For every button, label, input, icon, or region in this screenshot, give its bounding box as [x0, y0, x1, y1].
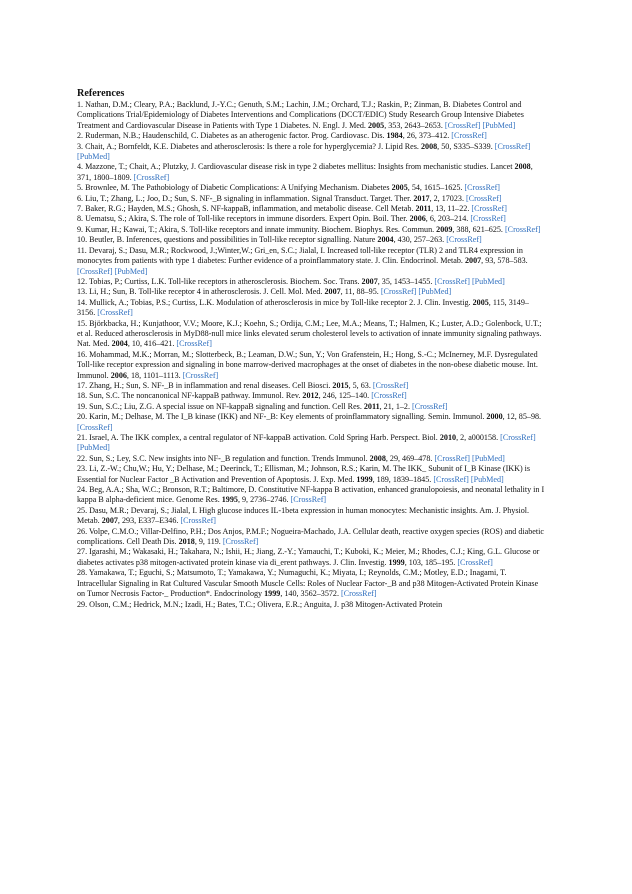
pubmed-link[interactable]: [PubMed] [418, 287, 452, 297]
reference-year: 2007 [464, 256, 482, 266]
reference-volume-pages: , 2, a000158. [456, 433, 499, 442]
reference-text: 4. Mazzone, T.; Chait, A.; Plutzky, J. Cardiovascular disease risk in type 2 diabetes mellitus: Insights from mechanistic studies. Lancet [77, 162, 513, 172]
reference-entry [77, 568, 547, 599]
crossref-link[interactable]: [CrossRef] [434, 276, 470, 286]
reference-year: 2007 [101, 516, 118, 526]
crossref-link[interactable]: [CrossRef] [341, 589, 377, 599]
crossref-link[interactable]: [CrossRef] [446, 235, 482, 245]
reference-entry [77, 298, 547, 319]
reference-text: 13. Li, H.; Sun, B. Toll-like receptor 4 in atherosclerosis. J. Cell. Mol. Med. [77, 287, 323, 297]
reference-volume-pages: , 6, 203–214. [425, 214, 469, 224]
reference-year: 2009 [436, 224, 453, 234]
reference-volume-pages: , 5, 63. [348, 380, 371, 390]
reference-year: 2004 [111, 339, 128, 349]
reference-year: 2011 [363, 401, 380, 411]
reference-entry [77, 464, 547, 485]
crossref-link[interactable]: [CrossRef] [371, 391, 407, 401]
reference-entry [77, 183, 547, 193]
reference-year: 2006 [110, 370, 127, 380]
reference-text: 17. Zhang, H.; Sun, S. NF-_B in inflammation and renal diseases. Cell Biosci. [77, 380, 331, 390]
reference-text: 18. Sun, S.C. The noncanonical NF-kappaB pathway. Immunol. Rev. [77, 391, 301, 401]
reference-year: 2018 [178, 537, 195, 547]
reference-text: 27. Igarashi, M.; Wakasaki, H.; Takahara, N.; Ishii, H.; Jiang, Z.-Y.; Yamauchi, T.; Kuboki, K.; Meier, M.; Rhodes, C.J.; King, G.L. Glucose or diabetes activates p38 mitogen-activated protein kinase via di_erent pathways. J. Clin. Investig. [77, 547, 540, 567]
reference-volume-pages: , 189, 1839–1845. [372, 474, 432, 484]
reference-entry [77, 287, 547, 297]
crossref-link[interactable]: [CrossRef] [176, 339, 212, 349]
crossref-link[interactable]: [CrossRef] [457, 557, 493, 567]
reference-text: 16. Mohammad, M.K.; Morran, M.; Slotterbeck, B.; Leaman, D.W.; Sun, Y.; Von Grafenstein, H.; Hong, S.-C.; McInerney, M.F. Dysregulated Toll-like receptor expression and signaling in bone marrow-derived macrophages at the onset of diabetes in the non-obese diabetic mouse. Int. Immunol. [77, 349, 538, 380]
reference-year: 2012 [302, 391, 319, 401]
pubmed-link[interactable]: [PubMed] [77, 152, 110, 162]
pubmed-link[interactable]: [PubMed] [482, 120, 516, 130]
reference-entry [77, 319, 547, 350]
reference-text: 29. Olson, C.M.; Hedrick, M.N.; Izadi, H.; Bates, T.C.; Olivera, E.R.; Anguita, J. p38 Mitogen-Activated Protein [77, 599, 443, 609]
reference-year: 2005 [391, 183, 408, 193]
reference-entry [77, 485, 547, 506]
pubmed-link[interactable]: [PubMed] [472, 453, 505, 463]
reference-volume-pages: , 140, 3562–3572. [280, 589, 339, 599]
reference-list [77, 100, 547, 610]
reference-volume-pages: , 388, 621–625. [452, 224, 503, 234]
reference-entry [77, 454, 547, 464]
reference-year: 1999 [264, 589, 281, 599]
reference-volume-pages: , 50, S335–S339. [437, 141, 493, 151]
reference-volume-pages: , 353, 2643–2653. [384, 120, 443, 130]
reference-year: 2008 [369, 453, 386, 463]
reference-text: 14. Mullick, A.; Tobias, P.S.; Curtiss, L.K. Modulation of atherosclerosis in mice by Toll-like receptor 2. J. Clin. Investig. [77, 297, 471, 307]
crossref-link[interactable]: [CrossRef] [97, 308, 133, 318]
reference-volume-pages: , 93, 578–583. [481, 256, 528, 266]
reference-year: 1984 [386, 131, 403, 141]
reference-text: 5. Brownlee, M. The Pathobiology of Diabetic Complications: A Unifying Mechanism. Diabetes [77, 183, 390, 193]
reference-text: 23. Li, Z.-W.; Chu,W.; Hu, Y.; Delhase, M.; Deerinck, T.; Ellisman, M.; Johnson, R.S.; Karin, M. The IKK_ Subunit of I_B Kinase (IKK) is Essential for Nuclear Factor _B Activation and Prevention of Apoptosis. J. Exp. Med. [77, 464, 531, 484]
crossref-link[interactable]: [CrossRef] [222, 537, 259, 547]
reference-entry [77, 204, 547, 214]
crossref-link[interactable]: [CrossRef] [182, 370, 219, 380]
reference-text: 26. Volpe, C.M.O.; Villar-Delfino, P.H.; Dos Anjos, P.M.F.; Nogueira-Machado, J.A. Cellular death, reactive oxygen species (ROS) and diabetic complications. Cell Death Dis. [77, 526, 544, 547]
reference-text: 15. Björkbacka, H.; Kunjathoor, V.V.; Moore, K.J.; Koehn, S.; Ordija, C.M.; Lee, M.A.; Means, T.; Halmen, K.; Luster, A.D.; Golenbock, U.T.; et al. Reduced atherosclerosis in MyD88-null mice links elevated serum cholesterol levels to activation of innate immunity signaling pathways. Nat. Med. [77, 318, 542, 349]
crossref-link[interactable]: [CrossRef] [77, 266, 113, 276]
reference-entry [77, 277, 547, 287]
reference-entry [77, 433, 547, 454]
reference-text: 10. Beutler, B. Inferences, questions and possibilities in Toll-like receptor signalling. Nature [77, 235, 376, 245]
reference-entry [77, 142, 547, 163]
reference-text: 1. Nathan, D.M.; Cleary, P.A.; Backlund, J.-Y.C.; Genuth, S.M.; Lachin, J.M.; Orchard, T.J.; Raskin, P.; Zinman, B. Diabetes Control and Complications Trial/Epidemiology of Diabetes Interventions and Complications (DCCT/EDIC) Study Research Group Intensive Diabetes Treatment and Cardiovascular Disease in Patients with Type 1 Diabetes. N. Engl. J. Med. [77, 100, 524, 130]
reference-year: 2015 [332, 380, 349, 390]
crossref-link[interactable]: [CrossRef] [434, 453, 470, 463]
reference-entry [77, 131, 547, 141]
reference-entry [77, 412, 547, 433]
reference-text: 11. Devaraj, S.; Dasu, M.R.; Rockwood, J.;Winter,W.; Gri_en, S.C.; Jialal, I. Increased toll-like receptor (TLR) 2 and TLR4 expression in monocytes from patients with type 1 diabetes: Further evidence of a proinflammatory state. J. Clin. Endocrinol. Metab. [77, 245, 523, 266]
reference-entry [77, 506, 547, 527]
reference-volume-pages: , 103, 185–195. [404, 557, 456, 567]
reference-entry [77, 246, 547, 277]
crossref-link[interactable]: [CrossRef] [504, 224, 541, 234]
crossref-link[interactable]: [CrossRef] [380, 287, 417, 297]
reference-volume-pages: , 293, E337–E346. [117, 516, 179, 526]
reference-entry [77, 527, 547, 548]
reference-entry [77, 600, 547, 610]
reference-entry [77, 194, 547, 204]
reference-text: 8. Uematsu, S.; Akira, S. The role of Toll-like receptors in immune disorders. Expert Opin. Boil. Ther. [77, 214, 408, 224]
pubmed-link[interactable]: [PubMed] [471, 276, 505, 286]
reference-entry [77, 235, 547, 245]
reference-entry [77, 350, 547, 381]
reference-volume-pages: , 18, 1101–1113. [126, 370, 181, 380]
reference-text: 28. Yamakawa, T.; Eguchi, S.; Matsumoto, T.; Yamakawa, Y.; Numaguchi, K.; Miyata, I.; Reynolds, C.M.; Motley, E.D.; Inagami, T. Intracellular Signaling in Rat Cultured Vascular Smooth Muscle Cells: Roles of Nuclear Factor-_B and p38 Mitogen-Activated Protein Kinase on Tumor Necrosis Factor-_ Production*. Endocrinology [77, 568, 539, 599]
reference-year: 1999 [388, 557, 405, 567]
reference-volume-pages: , 13, 11–22. [431, 204, 470, 214]
reference-volume-pages: , 21, 1–2. [379, 401, 410, 411]
reference-text: 2. Ruderman, N.B.; Haudenschild, C. Diabetes as an atherogenic factor. Prog. Cardiovasc. Dis. [77, 131, 385, 141]
reference-text: 9. Kumar, H.; Kawai, T.; Akira, S. Toll-like receptors and innate immunity. Biochem. Biophys. Res. Commun. [77, 224, 435, 234]
crossref-link[interactable]: [CrossRef] [500, 433, 536, 442]
crossref-link[interactable]: [CrossRef] [433, 474, 469, 484]
pubmed-link[interactable]: [PubMed] [77, 443, 110, 453]
reference-entry [77, 214, 547, 224]
crossref-link[interactable]: [CrossRef] [466, 193, 502, 203]
reference-volume-pages: , 9, 119. [194, 537, 221, 547]
reference-entry [77, 162, 547, 183]
reference-year: 2006 [409, 214, 426, 224]
crossref-link[interactable]: [CrossRef] [77, 422, 113, 432]
reference-entry [77, 547, 547, 568]
pubmed-link[interactable]: [PubMed] [114, 266, 148, 276]
reference-volume-pages: , 29, 469–478. [385, 453, 433, 463]
reference-text: 12. Tobias, P.; Curtiss, L.K. Toll-like receptors in atherosclerosis. Biochem. Soc. Trans. [77, 276, 360, 286]
reference-volume-pages: , 35, 1453–1455. [377, 276, 433, 286]
reference-year: 1999 [356, 474, 373, 484]
reference-year: 2005 [368, 120, 385, 130]
crossref-link[interactable]: [CrossRef] [180, 516, 216, 526]
reference-year: 2010 [439, 433, 457, 442]
reference-year: 2007 [361, 276, 378, 286]
reference-text: 20. Karin, M.; Delhase, M. The I_B kinase (IKK) and NF-_B: Key elements of proinflammatory signalling. Semin. Immunol. [77, 412, 485, 422]
reference-entry [77, 225, 547, 235]
reference-volume-pages: , 54, 1615–1625. [407, 183, 463, 193]
crossref-link[interactable]: [CrossRef] [464, 183, 500, 193]
reference-volume-pages: , 10, 416–421. [127, 339, 175, 349]
pubmed-link[interactable]: [PubMed] [470, 474, 504, 484]
reference-entry [77, 381, 547, 391]
crossref-link[interactable]: [CrossRef] [412, 401, 448, 411]
reference-volume-pages: , 11, 88–95. [340, 287, 379, 297]
reference-entry [77, 100, 547, 131]
reference-year: 2011 [415, 204, 432, 214]
crossref-link[interactable]: [CrossRef] [372, 380, 409, 390]
reference-year: 2005 [472, 297, 489, 307]
reference-entry [77, 391, 547, 401]
reference-text: 22. Sun, S.; Ley, S.C. New insights into NF-_B regulation and function. Trends Immunol. [77, 453, 368, 463]
crossref-link[interactable]: [CrossRef] [451, 131, 487, 141]
reference-year: 2008 [420, 141, 438, 151]
reference-text: 25. Dasu, M.R.; Devaraj, S.; Jialal, I. High glucose induces IL-1beta expression in human monocytes: Mechanistic insights. Am. J. Physiol. Metab. [77, 505, 530, 526]
reference-text: 21. Israel, A. The IKK complex, a central regulator of NF-kappaB activation. Cold Spring Harb. Perspect. Biol. [77, 433, 438, 442]
crossref-link[interactable]: [CrossRef] [470, 214, 506, 224]
crossref-link[interactable]: [CrossRef] [444, 120, 481, 130]
references-heading: References [77, 88, 125, 99]
reference-volume-pages: , 430, 257–263. [393, 235, 445, 245]
reference-volume-pages: , 12, 85–98. [502, 412, 542, 422]
reference-volume-pages: , 371, 1800–1809. [77, 162, 533, 182]
reference-text: 3. Chait, A.; Bornfeldt, K.E. Diabetes and atherosclerosis: Is there a role for hyperglycemia? J. Lipid Res. [77, 141, 419, 151]
reference-year: 2000 [486, 412, 503, 422]
reference-year: 2004 [377, 235, 394, 245]
crossref-link[interactable]: [CrossRef] [471, 204, 507, 214]
reference-volume-pages: , 246, 125–140. [318, 391, 370, 401]
reference-entry [77, 402, 547, 412]
reference-volume-pages: , 2, 17023. [429, 193, 464, 203]
crossref-link[interactable]: [CrossRef] [133, 172, 170, 182]
references-section [77, 88, 547, 610]
reference-text: 24. Beg, A.A.; Sha, W.C.; Bronson, R.T.; Baltimore, D. Constitutive NF-kappa B activation, enhanced granulopoiesis, and neonatal lethality in I kappa B alpha-deficient mice. Genome Res. [77, 485, 545, 505]
reference-text: 6. Liu, T.; Zhang, L.; Joo, D.; Sun, S. NF-_B signaling in inflammation. Signal Transduct. Target. Ther. [77, 193, 412, 203]
reference-volume-pages: , 115, 3149–3156. [77, 297, 529, 318]
crossref-link[interactable]: [CrossRef] [290, 495, 327, 505]
reference-year: 1995 [221, 495, 238, 505]
reference-year: 2017 [413, 193, 430, 203]
reference-volume-pages: , 26, 373–412. [402, 131, 450, 141]
reference-text: 7. Baker, R.G.; Hayden, M.S.; Ghosh, S. NF-kappaB, inflammation, and metabolic disease. Cell Metab. [77, 204, 414, 214]
reference-year: 2007 [324, 287, 341, 297]
reference-volume-pages: , 9, 2736–2746. [237, 495, 289, 505]
reference-year: 2008 [514, 162, 531, 172]
reference-text: 19. Sun, S.C.; Liu, Z.G. A special issue on NF-kappaB signaling and function. Cell Res. [77, 401, 362, 411]
crossref-link[interactable]: [CrossRef] [494, 141, 531, 151]
